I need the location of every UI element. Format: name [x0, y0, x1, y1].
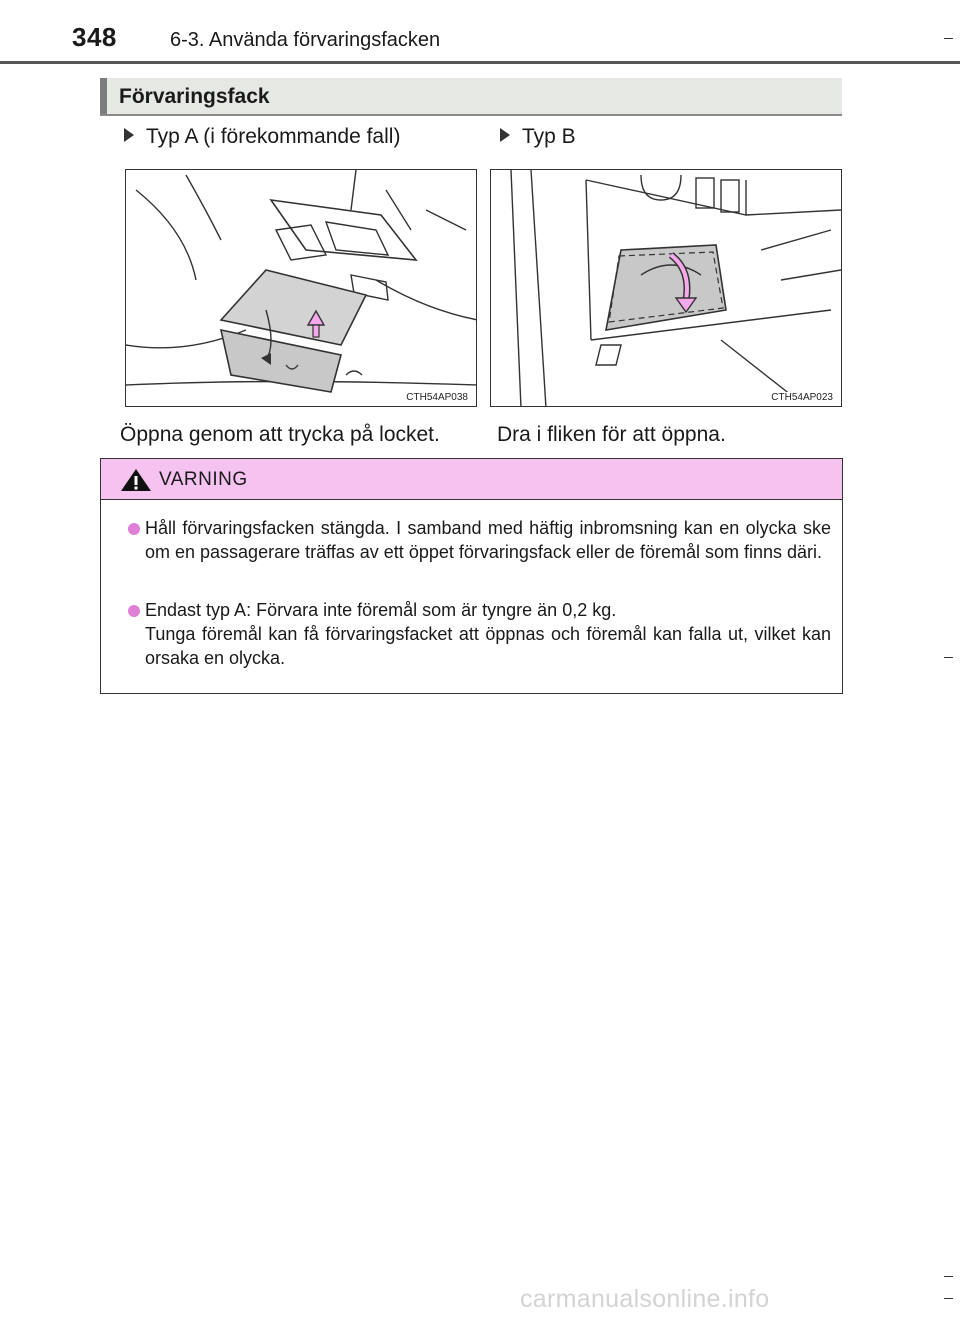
crop-mark: [944, 1276, 953, 1277]
caption-type-a: Öppna genom att trycka på locket.: [120, 423, 440, 446]
crop-mark: [944, 1298, 953, 1299]
warning-title: VARNING: [159, 469, 248, 490]
warning-item-continued: Tunga föremål kan få förvaringsfacket att öppnas och föremål kan falla ut, vilket kan orsaka en olycka.: [145, 624, 831, 668]
image-code: CTH54AP023: [771, 392, 833, 403]
warning-bullet: [128, 605, 140, 617]
page-number: 348: [72, 22, 117, 52]
warning-header: [101, 459, 842, 500]
type-a-label: [124, 125, 400, 149]
warning-item: Håll förvaringsfacken stängda. I samband med häftig inbromsning kan en olycka ske om en passagerare träffas av ett öppet förvaringsfack eller de föremål som finns däri.: [145, 518, 831, 562]
image-code: CTH54AP038: [406, 392, 468, 403]
triangle-bullet-icon: [124, 128, 134, 142]
crop-mark: [944, 38, 953, 39]
triangle-bullet-icon: [500, 128, 510, 142]
warning-box: [100, 458, 843, 694]
section-header: [100, 78, 842, 114]
section-title: Förvaringsfack: [119, 85, 270, 108]
warning-item: Endast typ A: Förvara inte föremål som är tyngre än 0,2 kg.: [145, 600, 617, 620]
caption-type-b: Dra i fliken för att öppna.: [497, 423, 726, 446]
type-b-label-text: Typ B: [522, 125, 576, 148]
warning-bullet: [128, 523, 140, 535]
type-a-label-text: Typ A (i förekommande fall): [146, 125, 401, 148]
type-b-label: [500, 125, 576, 149]
header-rule: [0, 61, 960, 64]
warning-triangle-icon: [120, 468, 152, 492]
watermark: carmanualsonline.info: [520, 1285, 770, 1313]
illustration-type-a: [125, 169, 477, 407]
illustration-type-b: [490, 169, 842, 407]
chapter-title: 6-3. Använda förvaringsfacken: [170, 29, 441, 51]
crop-mark: [944, 657, 953, 658]
glove-box-drawing: [491, 170, 842, 407]
section-rule: [100, 114, 842, 116]
overhead-console-drawing: [126, 170, 477, 407]
